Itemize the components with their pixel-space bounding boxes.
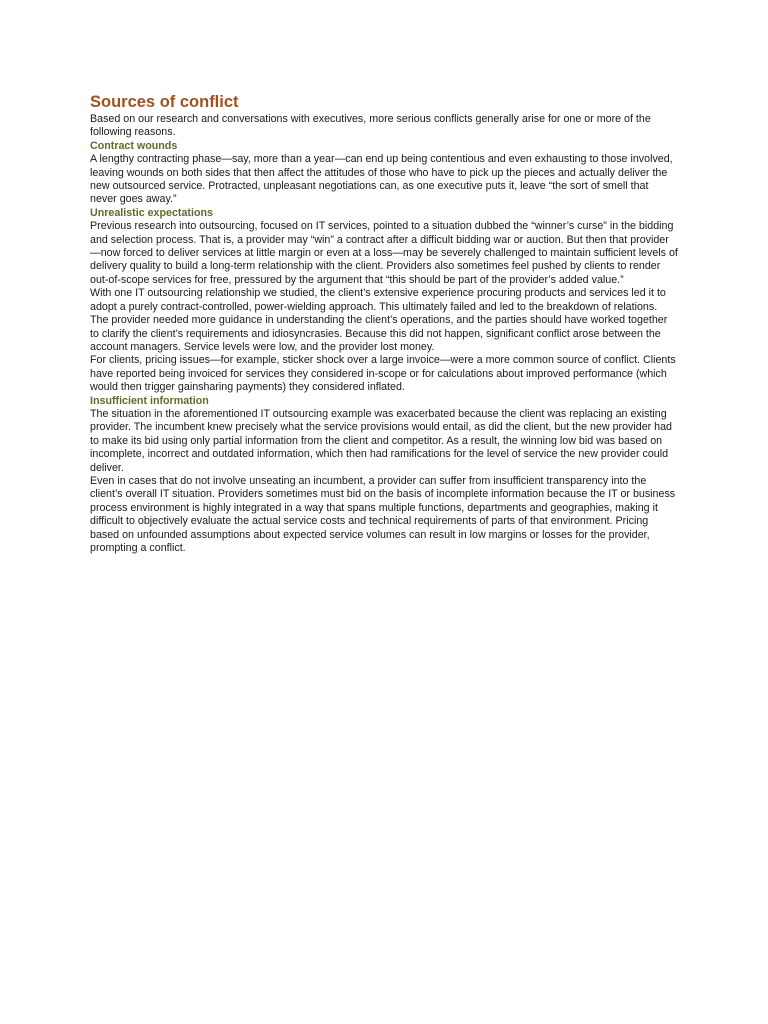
section-heading-contract-wounds: Contract wounds [90,139,178,152]
document-page [90,93,678,555]
paragraph: Even in cases that do not involve unseating an incumbent, a provider can suffer from insufficient transparency into the client’s overall IT situation. Providers sometimes must bid on the basis of incomplete information because the IT or business process environment is highly integrated in a way that spans multiple functions, departments and geographies, making it difficult to objectively evaluate the actual service costs and technical requirements of parts of that environment. Pricing based on unfounded assumptions about expected service volumes can result in low margins or losses for the provider, prompting a conflict. [90,474,676,554]
paragraph: Previous research into outsourcing, focused on IT services, pointed to a situation dubbed the “winner’s curse” in the bidding and selection process. That is, a provider may “win” a contract after a difficult bidding war or auction. But then that provider—now forced to deliver services at little margin or even at a loss—may be severely challenged to maintain sufficient levels of delivery quality to build a long-term relationship with the client. Providers also sometimes feel pushed by clients to render out-of-scope services for free, pressured by the argument that “this should be part of the provider’s added value.” [90,220,678,286]
intro-paragraph: Based on our research and conversations with executives, more serious conflicts generally arise for one or more of the following reasons. [90,113,651,139]
paragraph: The situation in the aforementioned IT outsourcing example was exacerbated because the client was replacing an existing provider. The incumbent knew precisely what the service provisions would entail, as did the client, but the new provider had to make its bid using only partial information from the client and competitor. As a result, the winning low bid was based on incomplete, incorrect and outdated information, which then had ramifications for the level of service the new provider could deliver. [90,407,672,474]
section-heading-insufficient-information: Insufficient information [90,394,209,407]
paragraph: With one IT outsourcing relationship we studied, the client’s extensive experience procuring products and services led it to adopt a purely contract-controlled, power-wielding approach. This ultimately failed and led to the breakdown of relations. The provider needed more guidance in understanding the client’s operations, and the parties should have worked together to clarify the client’s requirements and idiosyncrasies. Because this did not happen, significant conflict arose between the account managers. Service levels were low, and the provider lost money. [90,287,668,353]
paragraph: For clients, pricing issues—for example, sticker shock over a large invoice—were a more common source of conflict. Clients have reported being invoiced for services they considered in-scope or for calculations about improved performance (which would then trigger gainsharing payments) they considered inflated. [90,354,676,394]
section-heading-unrealistic-expectations: Unrealistic expectations [90,206,213,219]
page-title: Sources of conflict [90,93,239,111]
paragraph: A lengthy contracting phase—say, more than a year—can end up being contentious and even exhausting to those involved, leaving wounds on both sides that then affect the attitudes of those who have to pick up the pieces and actually deliver the new outsourced service. Protracted, unpleasant negotiations can, as one executive puts it, leave “the sort of smell that never goes away.” [90,153,673,206]
